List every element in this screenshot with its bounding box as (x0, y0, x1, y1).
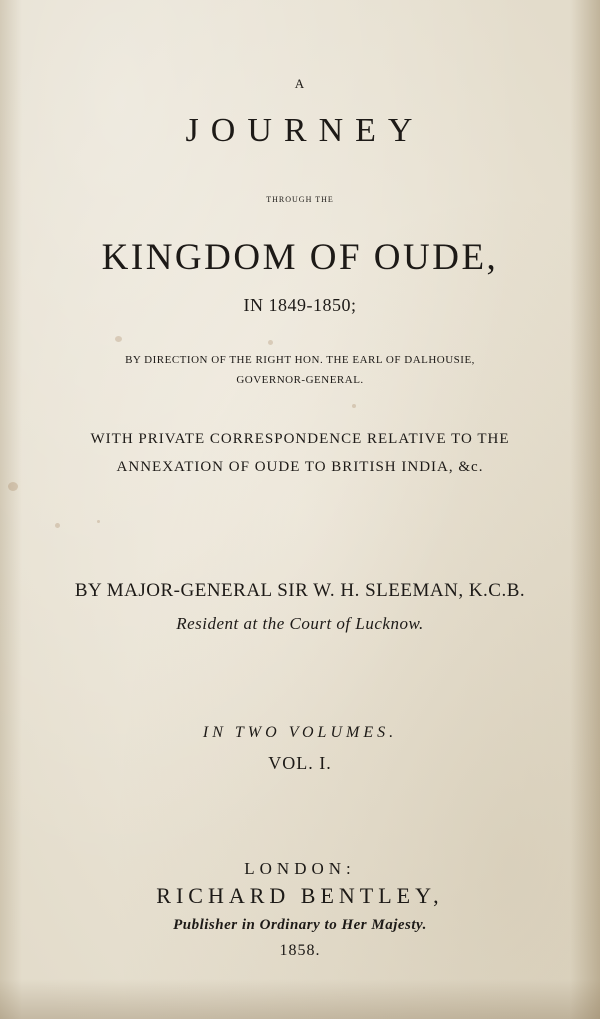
foxing-spot (115, 336, 122, 342)
foxing-spot (8, 482, 18, 491)
imprint-publisher: RICHARD BENTLEY, (156, 883, 444, 908)
imprint-city: LONDON: (244, 859, 356, 878)
title-connector: THROUGH THE (266, 195, 334, 204)
page-edge-shadow-bottom (0, 979, 600, 1019)
direction-line-1: BY DIRECTION OF THE RIGHT HON. THE EARL OF DALHOUSIE, (125, 354, 475, 366)
foxing-spot (97, 520, 100, 523)
author-line: BY MAJOR-GENERAL SIR W. H. SLEEMAN, K.C.B. (74, 580, 526, 601)
volume-number: VOL. I. (268, 753, 332, 773)
direction-line-2: GOVERNOR-GENERAL. (236, 374, 364, 386)
title-subject: KINGDOM OF OUDE, (101, 237, 499, 278)
correspondence-line-2: ANNEXATION OF OUDE TO BRITISH INDIA, &c. (116, 459, 484, 475)
foxing-spot (268, 340, 273, 345)
foxing-spot (55, 523, 60, 528)
imprint-year: 1858. (279, 942, 321, 959)
foxing-spot (352, 404, 356, 408)
author-role: Resident at the Court of Lucknow. (176, 614, 424, 633)
title-main: JOURNEY (185, 112, 425, 149)
imprint-publisher-role: Publisher in Ordinary to Her Majesty. (173, 917, 427, 933)
volumes-note: IN TWO VOLUMES. (202, 724, 398, 741)
title-years: IN 1849-1850; (243, 295, 357, 315)
title-article: A (294, 76, 306, 91)
correspondence-line-1: WITH PRIVATE CORRESPONDENCE RELATIVE TO THE (90, 431, 510, 447)
